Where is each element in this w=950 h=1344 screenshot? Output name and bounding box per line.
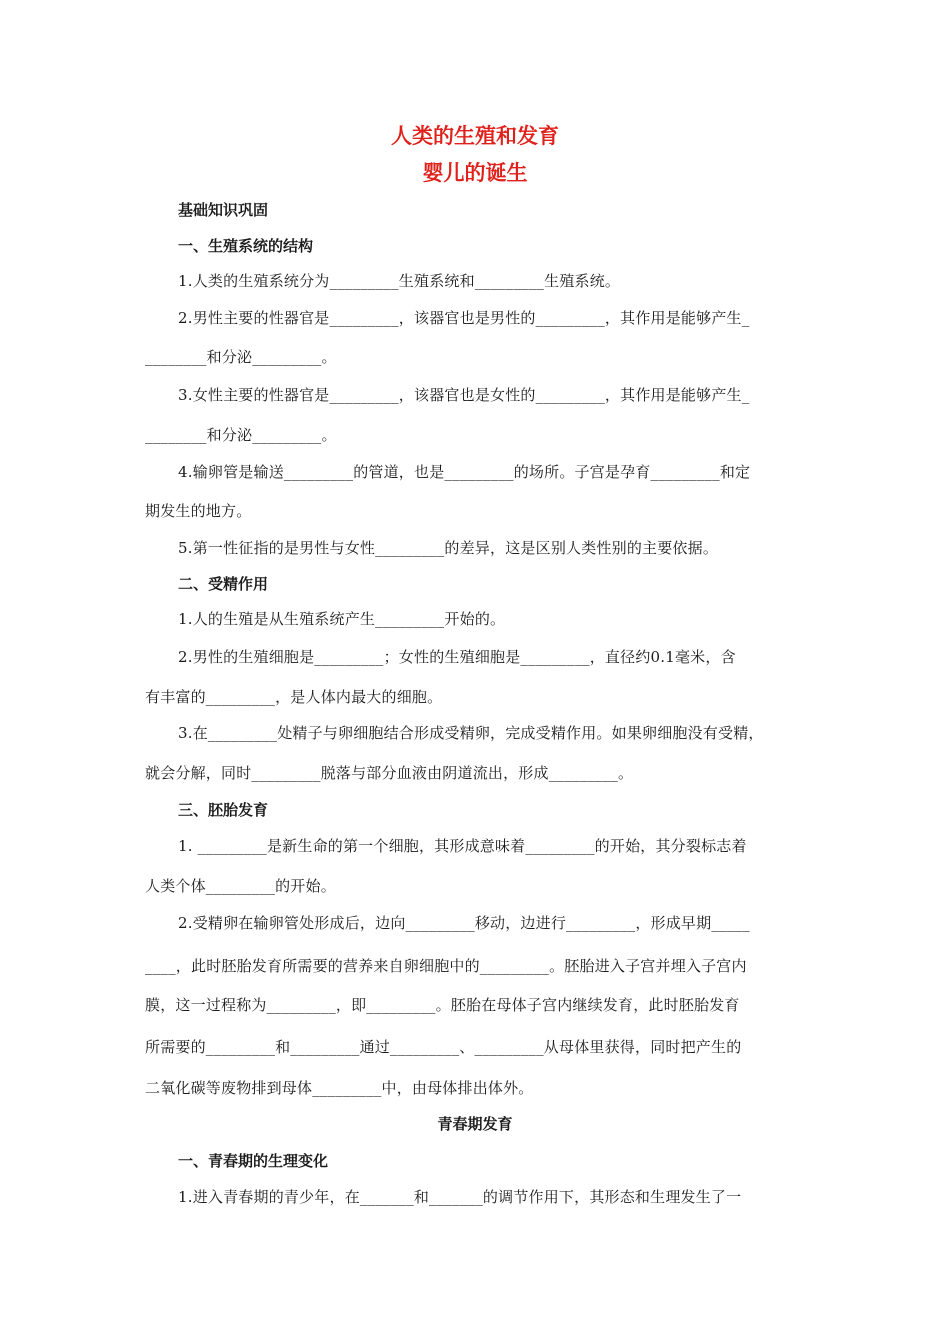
main-title: 人类的生殖和发育 — [391, 124, 559, 148]
question-line: 2.男性的生殖细胞是_________；女性的生殖细胞是_________，直径约0.1毫米，含 — [178, 648, 736, 666]
question-line: 5.第一性征指的是男性与女性_________的差异，这是区别人类性别的主要依据。 — [178, 539, 719, 557]
part3-heading: 三、胚胎发育 — [178, 801, 269, 819]
question-line: 所需要的_________和_________通过_________、_________从母体里获得，同时把产生的 — [145, 1038, 742, 1056]
question-line: 2.男性主要的性器官是_________，该器官也是男性的_________，其作用是能够产生_ — [178, 309, 750, 327]
question-line: 2.受精卵在输卵管处形成后，边向_________移动，边进行_________，形成早期_____ — [178, 914, 750, 932]
question-line: 3.女性主要的性器官是_________，该器官也是女性的_________，其作用是能够产生_ — [178, 386, 750, 404]
part4-heading: 一、青春期的生理变化 — [178, 1152, 329, 1170]
part2-heading: 二、受精作用 — [178, 575, 269, 593]
question-line: 4.输卵管是输送_________的管道，也是_________的场所。子宫是孕育_________和定 — [178, 463, 751, 481]
question-line: 1. _________是新生命的第一个细胞，其形成意味着_________的开始，其分裂标志着 — [178, 837, 747, 855]
question-line: 二氧化碳等废物排到母体_________中，由母体排出体外。 — [145, 1079, 534, 1097]
question-line: 人类个体_________的开始。 — [145, 877, 336, 895]
question-line: ________和分泌_________。 — [145, 426, 337, 444]
question-line: 就会分解，同时_________脱落与部分血液由阴道流出，形成_________。 — [145, 764, 634, 782]
sub-title: 婴儿的诞生 — [422, 161, 528, 185]
section-basic-heading: 基础知识巩固 — [178, 201, 269, 219]
question-line: 期发生的地方。 — [145, 502, 252, 520]
question-line: 膜，这一过程称为_________，即_________。胚胎在母体子宫内继续发育，此时胚胎发育 — [145, 996, 740, 1014]
question-line: ________和分泌_________。 — [145, 348, 337, 366]
question-line: 1.进入青春期的青少年，在_______和_______的调节作用下，其形态和生理发生了一 — [178, 1188, 742, 1206]
question-line: 1.人的生殖是从生殖系统产生_________开始的。 — [178, 610, 506, 628]
question-line: 1.人类的生殖系统分为_________生殖系统和_________生殖系统。 — [178, 272, 621, 290]
question-line: 3.在_________处精子与卵细胞结合形成受精卵，完成受精作用。如果卵细胞没有受精， — [178, 724, 764, 742]
question-line: 有丰富的_________，是人体内最大的细胞。 — [145, 688, 443, 706]
section-puberty-heading: 青春期发育 — [437, 1115, 513, 1133]
question-line: ____，此时胚胎发育所需要的营养来自卵细胞中的_________。胚胎进入子宫并埋入子宫内 — [145, 957, 747, 975]
part1-heading: 一、生殖系统的结构 — [178, 237, 314, 255]
